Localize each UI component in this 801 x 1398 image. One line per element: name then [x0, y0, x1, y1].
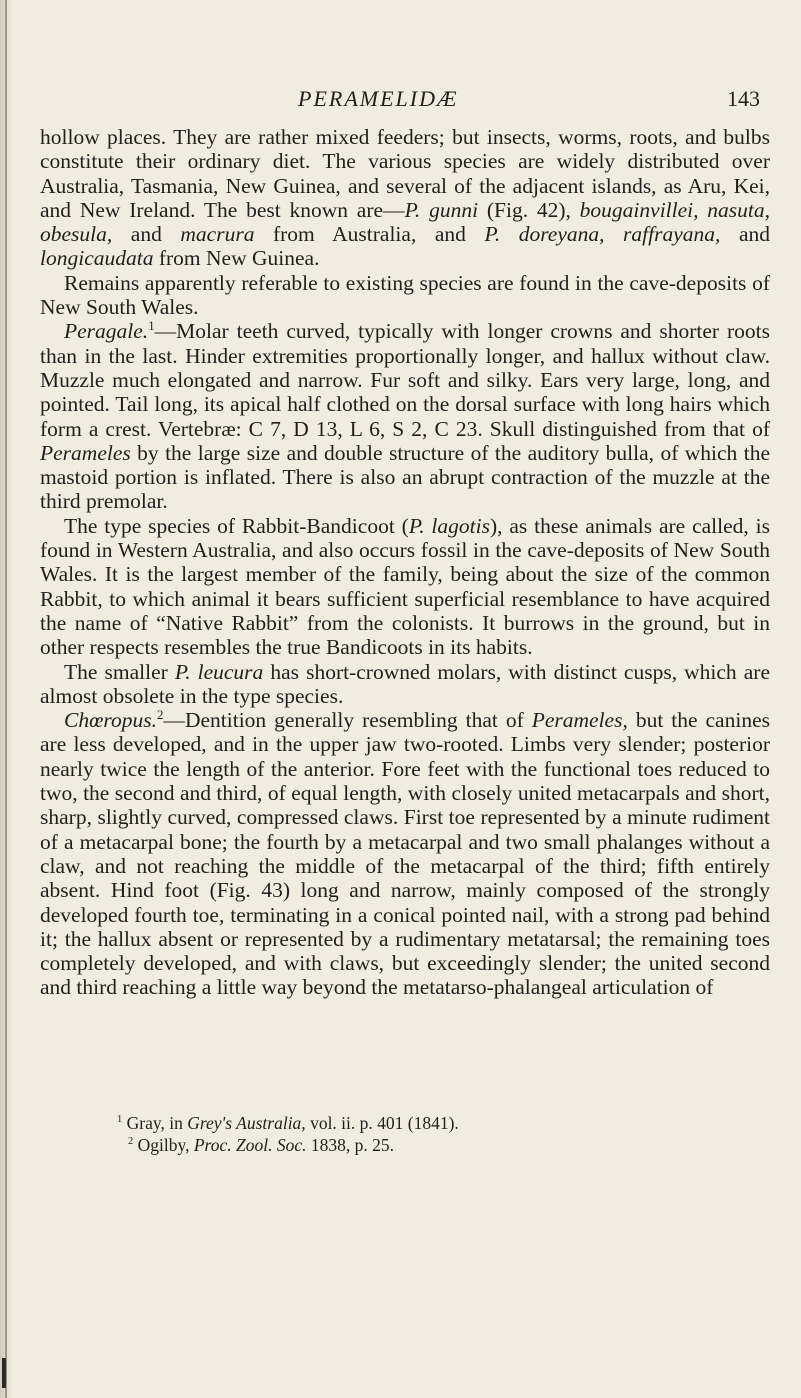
italic-text: Peragale.	[64, 319, 149, 344]
page-gutter-shadow	[0, 0, 14, 1398]
italic-text: longicaudata	[40, 246, 154, 271]
text-run: The type species of Rabbit-Bandicoot (	[64, 513, 409, 538]
footnote	[40, 1134, 770, 1156]
italic-text: P. doreyana, raffrayana,	[484, 222, 721, 247]
page-binding-edge	[5, 0, 7, 1398]
paragraph	[40, 271, 770, 320]
text-run: Remains apparently referable to existing species are found in the cave-deposits of New South Wales.	[40, 270, 770, 320]
text-run: hollow places. They are rather mixed feeders; but insects, worms, roots, and bulbs constitute their ordinary diet. The various species are widely distributed over Australia, Tasmania, New Guinea, and several of the adjacent islands, as Aru, Kei, and New Ireland. The best known are—	[40, 125, 770, 222]
text-run: Gray, in	[122, 1113, 188, 1133]
text-run: from Australia, and	[254, 222, 485, 247]
italic-text: Proc. Zool. Soc.	[193, 1135, 307, 1155]
page-edge-mark	[2, 1358, 6, 1388]
text-run: but the canines are less developed, and in the upper jaw two-rooted. Limbs very slender; posterior nearly twice the length of the anterior. Fore feet with the functional toes reduced to two, the second and third, of equal length, with closely united metacarpals and short, sharp, slightly curved, compressed claws. First toe represented by a minute rudiment of a metacarpal bone; the fourth by a metacarpal and two small phalanges without a claw, and not reaching the middle of the metacarpal of the third; fifth entirely absent. Hind foot (Fig. 43) long and narrow, mainly composed of the strongly developed fourth toe, terminating in a conical pointed nail, with a strong pad behind it; the hallux absent or represented by a rudimentary metatarsal; the remaining toes completely developed, and with claws, but exceedingly slender; the united second and third reaching a little way beyond the metatarso-phalangeal articulation of	[40, 708, 770, 1000]
italic-text: P. lagotis	[408, 513, 490, 538]
footnotes	[40, 1112, 770, 1156]
footnote-ref: 2	[157, 707, 164, 722]
body-text	[40, 125, 770, 1000]
running-head: PERAMELIDÆ	[298, 86, 459, 111]
text-run: has short-crowned molars, with distinct cusps, which are almost obsolete in the type species.	[40, 659, 770, 708]
italic-text: bougainvillei, nasuta, obesula,	[40, 197, 771, 247]
paragraph	[40, 708, 770, 1000]
page-number: 143	[727, 86, 760, 111]
text-run: and	[720, 222, 770, 247]
footnote-ref: 1	[148, 319, 155, 334]
paragraph	[40, 125, 770, 271]
text-run: from New Guinea.	[153, 246, 320, 271]
text-run: Ogilby,	[133, 1135, 194, 1155]
text-run: The smaller	[64, 659, 175, 684]
footnote-ref: 1	[117, 1114, 123, 1126]
footnote-ref: 2	[128, 1136, 134, 1148]
page-header	[100, 86, 770, 116]
paragraph	[40, 514, 770, 660]
text-run: —Dentition generally resembling that of	[163, 708, 532, 733]
text-run: ), as these animals are called, is found in Western Australia, and also occurs fossil in the cave-deposits of New South Wales. It is the largest member of the family, being about the size of the common Rabbit, to which animal it bears sufficient superficial resemblance to have acquired the name of “Native Rabbit” from the colonists. It burrows in the ground, but in other respects resembles the true Bandicoots in its habits.	[40, 513, 770, 660]
italic-text: macrura	[180, 222, 255, 247]
text-run: by the large size and double structure of the auditory bulla, of which the mastoid portion is inflated. There is also an abrupt contraction of the muzzle at the third premolar.	[40, 440, 770, 514]
text-run: (Fig. 42),	[478, 197, 580, 222]
text-run: and	[112, 222, 181, 247]
paragraph	[40, 319, 770, 513]
footnote	[40, 1112, 770, 1134]
italic-text: Grey's Australia,	[187, 1113, 306, 1133]
text-run: vol. ii. p. 401 (1841).	[305, 1113, 459, 1133]
italic-text: Chœropus.	[64, 708, 157, 733]
italic-text: P. gunni	[404, 197, 479, 222]
paragraph	[40, 660, 770, 709]
text-run: —Molar teeth curved, typically with longer crowns and shorter roots than in the last. Hinder extremities proportionally longer, and hallux without claw. Muzzle much elongated and narrow. Fur soft and silky. Ears very large, long, and pointed. Tail long, its apical half clothed on the dorsal surface with long hairs which form a crest. Vertebræ: C 7, D 13, L 6, S 2, C 23. Skull distinguished from that of	[40, 319, 770, 441]
italic-text: Perameles,	[531, 708, 628, 733]
text-run: 1838, p. 25.	[306, 1135, 394, 1155]
italic-text: Perameles	[40, 440, 131, 465]
italic-text: P. leucura	[174, 659, 264, 684]
